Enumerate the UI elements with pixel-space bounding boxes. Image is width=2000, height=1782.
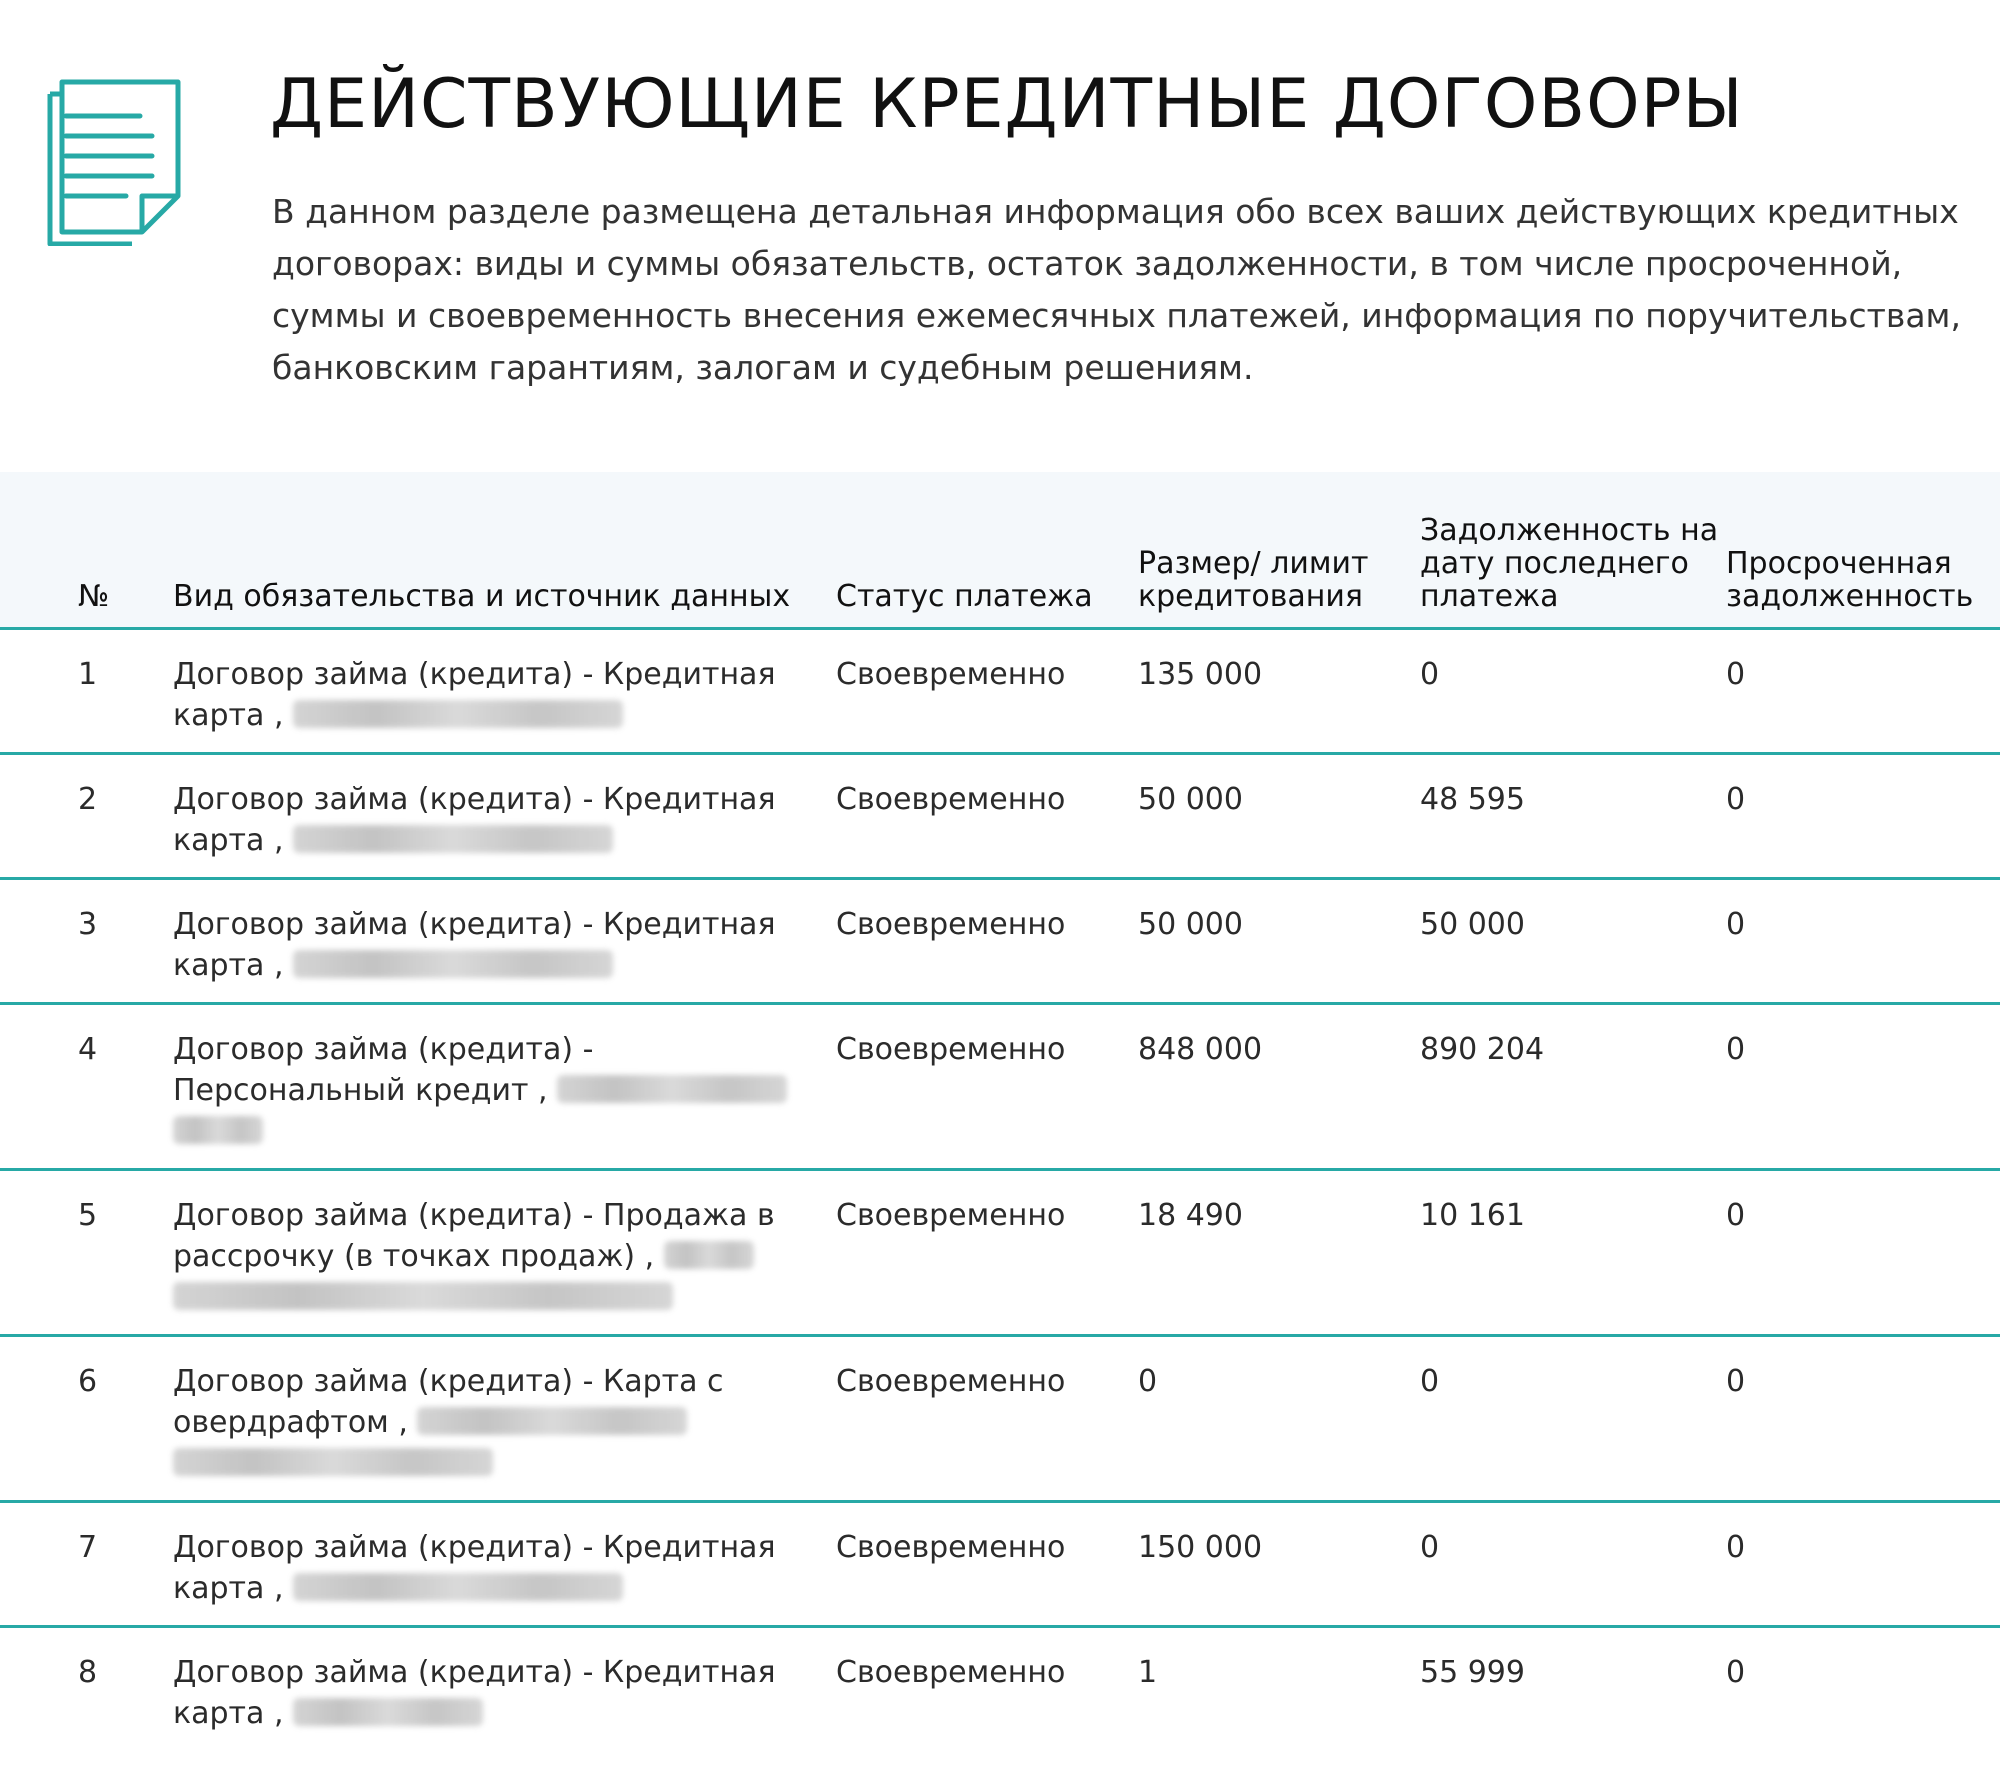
row-type: Договор займа (кредита) - Кредитная карта , <box>173 656 776 733</box>
row-debt: 0 <box>1420 1335 1726 1501</box>
row-number: 3 <box>0 878 173 1003</box>
row-debt: 10 161 <box>1420 1169 1726 1335</box>
row-type: Договор займа (кредита) - Кредитная карта , <box>173 1529 776 1606</box>
row-limit: 18 490 <box>1138 1169 1420 1335</box>
row-status: Своевременно <box>836 628 1138 753</box>
row-debt: 0 <box>1420 628 1726 753</box>
row-limit: 1 <box>1138 1654 1158 1690</box>
row-limit: 50 000 <box>1138 878 1420 1003</box>
credit-contracts-table <box>0 472 2000 1750</box>
row-number: 5 <box>0 1169 173 1335</box>
row-type-cell <box>173 1169 836 1335</box>
row-type: Договор займа (кредита) - Персональный кредит , <box>173 1031 594 1108</box>
row-number: 6 <box>0 1335 173 1501</box>
row-status: Своевременно <box>836 1501 1138 1626</box>
redacted-source <box>664 1241 754 1269</box>
redacted-source <box>557 1075 787 1103</box>
table-row <box>0 1003 2000 1169</box>
page-title: ДЕЙСТВУЮЩИЕ КРЕДИТНЫЕ ДОГОВОРЫ <box>270 65 1744 144</box>
redacted-source <box>293 1698 483 1726</box>
row-type-cell <box>173 1003 836 1169</box>
redacted-source <box>173 1282 673 1310</box>
column-header-limit: Размер/ лимит кредитования <box>1138 472 1420 628</box>
row-overdue: 0 <box>1726 1335 2000 1501</box>
table-header-row <box>0 472 2000 628</box>
row-debt: 0 <box>1420 1501 1726 1626</box>
table-row <box>0 878 2000 1003</box>
redacted-source <box>293 825 613 853</box>
document-icon <box>46 78 182 246</box>
row-status: Своевременно <box>836 878 1138 1003</box>
redacted-source <box>293 1573 623 1601</box>
row-type-cell <box>173 1626 836 1750</box>
table-row <box>0 1169 2000 1335</box>
row-type-cell <box>173 628 836 753</box>
table-row <box>0 628 2000 753</box>
table-row <box>0 753 2000 878</box>
row-debt: 50 000 <box>1420 878 1726 1003</box>
row-overdue: 0 <box>1726 1501 2000 1626</box>
redacted-source <box>293 700 623 728</box>
row-status: Своевременно <box>836 1169 1138 1335</box>
row-limit: 135 000 <box>1138 628 1420 753</box>
table-row <box>0 1626 2000 1750</box>
row-number: 2 <box>0 753 173 878</box>
row-type: Договор займа (кредита) - Кредитная карта , <box>173 781 776 858</box>
column-header-type: Вид обязательства и источник данных <box>173 472 836 628</box>
row-overdue: 0 <box>1726 1654 1746 1690</box>
row-limit: 0 <box>1138 1335 1420 1501</box>
row-type: Договор займа (кредита) - Карта с овердрафтом , <box>173 1363 724 1440</box>
row-number: 1 <box>0 628 173 753</box>
row-debt: 48 595 <box>1420 753 1726 878</box>
column-header-debt: Задолженность на дату последнего платежа <box>1420 472 1726 628</box>
row-overdue: 0 <box>1726 1169 2000 1335</box>
redacted-source <box>417 1407 687 1435</box>
column-header-overdue: Просроченная задолженность <box>1726 472 2000 628</box>
row-overdue: 0 <box>1726 753 2000 878</box>
row-debt: 55 999 <box>1420 1654 1525 1690</box>
row-type: Договор займа (кредита) - Продажа в рассрочку (в точках продаж) , <box>173 1197 775 1274</box>
row-limit: 150 000 <box>1138 1501 1420 1626</box>
row-type: Договор займа (кредита) - Кредитная карта , <box>173 1654 776 1731</box>
row-number: 7 <box>0 1501 173 1626</box>
row-type-cell <box>173 1335 836 1501</box>
row-overdue: 0 <box>1726 878 2000 1003</box>
row-type-cell <box>173 878 836 1003</box>
column-header-number: № <box>0 472 173 628</box>
table-row <box>0 1501 2000 1626</box>
row-type-cell <box>173 753 836 878</box>
row-overdue: 0 <box>1726 628 2000 753</box>
row-type: Договор займа (кредита) - Кредитная карта , <box>173 906 776 983</box>
row-limit: 848 000 <box>1138 1003 1420 1169</box>
row-status: Своевременно <box>836 1654 1066 1690</box>
row-debt: 890 204 <box>1420 1003 1726 1169</box>
section-description: В данном разделе размещена детальная информация обо всех ваших действующих кредитных договорах: виды и суммы обязательств, остаток задолженности, в том числе просроченной, суммы и своевременность внесения ежемесячных платежей, информация по поручительствам, банковским гарантиям, залогам и судебным решениям. <box>272 192 1961 387</box>
row-number: 8 <box>78 1654 98 1690</box>
row-status: Своевременно <box>836 753 1138 878</box>
row-status: Своевременно <box>836 1335 1138 1501</box>
redacted-source <box>173 1116 263 1144</box>
row-overdue: 0 <box>1726 1003 2000 1169</box>
redacted-source <box>293 950 613 978</box>
redacted-source <box>173 1448 493 1476</box>
row-status: Своевременно <box>836 1003 1138 1169</box>
row-limit: 50 000 <box>1138 753 1420 878</box>
row-type-cell <box>173 1501 836 1626</box>
column-header-status: Статус платежа <box>836 472 1138 628</box>
table-row <box>0 1335 2000 1501</box>
row-number: 4 <box>0 1003 173 1169</box>
